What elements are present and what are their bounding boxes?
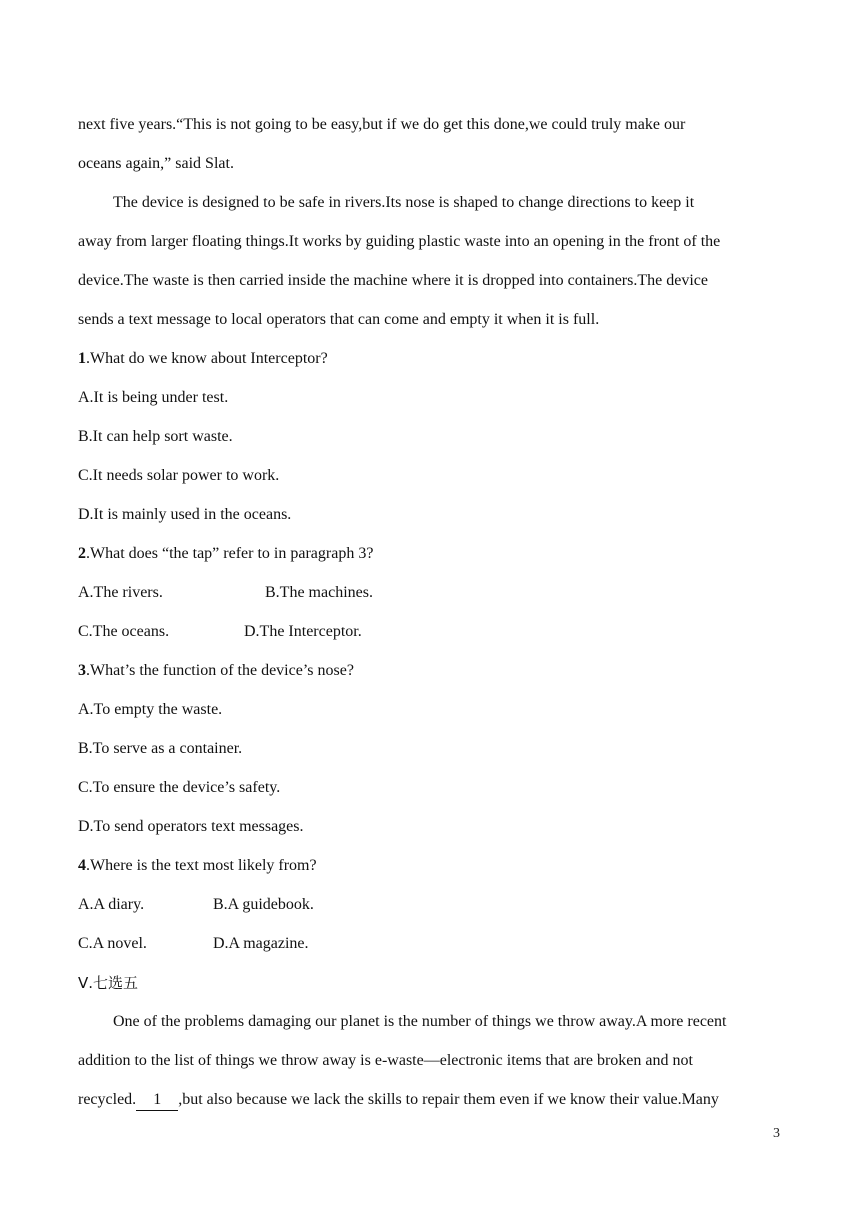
- section-heading: Ⅴ.七选五: [78, 974, 139, 992]
- option-c: C.The oceans.: [78, 623, 170, 640]
- passage-line: sends a text message to local operators that can come and empty it when it is full.: [78, 311, 600, 328]
- question-text: .What’s the function of the device’s nose?: [86, 662, 354, 679]
- passage-line: addition to the list of things we throw away is e-waste—electronic items that are broken and not: [78, 1052, 693, 1069]
- passage-line: next five years.“This is not going to be easy,but if we do get this done,we could truly make our: [78, 116, 686, 133]
- option-b: B.A guidebook.: [213, 896, 314, 913]
- question-text: .Where is the text most likely from?: [86, 857, 317, 874]
- question-text: .What do we know about Interceptor?: [86, 350, 328, 367]
- question-number: 1: [78, 350, 86, 367]
- passage-line: device.The waste is then carried inside the machine where it is dropped into containers.The device: [78, 272, 708, 289]
- option-d: D.The Interceptor.: [244, 623, 362, 640]
- option-a: A.It is being under test.: [78, 389, 229, 406]
- option-d: D.It is mainly used in the oceans.: [78, 506, 292, 523]
- question-2: [78, 544, 373, 564]
- question-text: .What does “the tap” refer to in paragraph 3?: [86, 545, 374, 562]
- option-a: A.The rivers.: [78, 584, 163, 601]
- option-c: C.It needs solar power to work.: [78, 467, 280, 484]
- option-a: A.A diary.: [78, 896, 145, 913]
- passage-line-with-blank: [78, 1090, 719, 1111]
- option-d: D.A magazine.: [213, 935, 309, 952]
- answer-blank[interactable]: 1: [136, 1090, 178, 1111]
- option-b: B.The machines.: [265, 584, 373, 601]
- passage-paragraph-start: One of the problems damaging our planet is the number of things we throw away.A more recent: [113, 1013, 727, 1030]
- passage-line: away from larger floating things.It works by guiding plastic waste into an opening in the front of the: [78, 233, 721, 250]
- question-number: 3: [78, 662, 86, 679]
- question-4: [78, 856, 317, 876]
- question-number: 4: [78, 857, 86, 874]
- question-3: [78, 661, 354, 681]
- question-number: 2: [78, 545, 86, 562]
- option-c: C.To ensure the device’s safety.: [78, 779, 281, 796]
- option-a: A.To empty the waste.: [78, 701, 223, 718]
- passage-line: oceans again,” said Slat.: [78, 155, 234, 172]
- option-c: C.A novel.: [78, 935, 147, 952]
- option-b: B.To serve as a container.: [78, 740, 243, 757]
- option-b: B.It can help sort waste.: [78, 428, 233, 445]
- passage-paragraph-start: The device is designed to be safe in rivers.Its nose is shaped to change directions to keep it: [113, 194, 695, 211]
- text-after-blank: ,but also because we lack the skills to repair them even if we know their value.Many: [178, 1091, 719, 1108]
- option-d: D.To send operators text messages.: [78, 818, 304, 835]
- page-number: 3: [773, 1126, 780, 1141]
- text-before-blank: recycled.: [78, 1091, 137, 1108]
- question-1: [78, 349, 328, 369]
